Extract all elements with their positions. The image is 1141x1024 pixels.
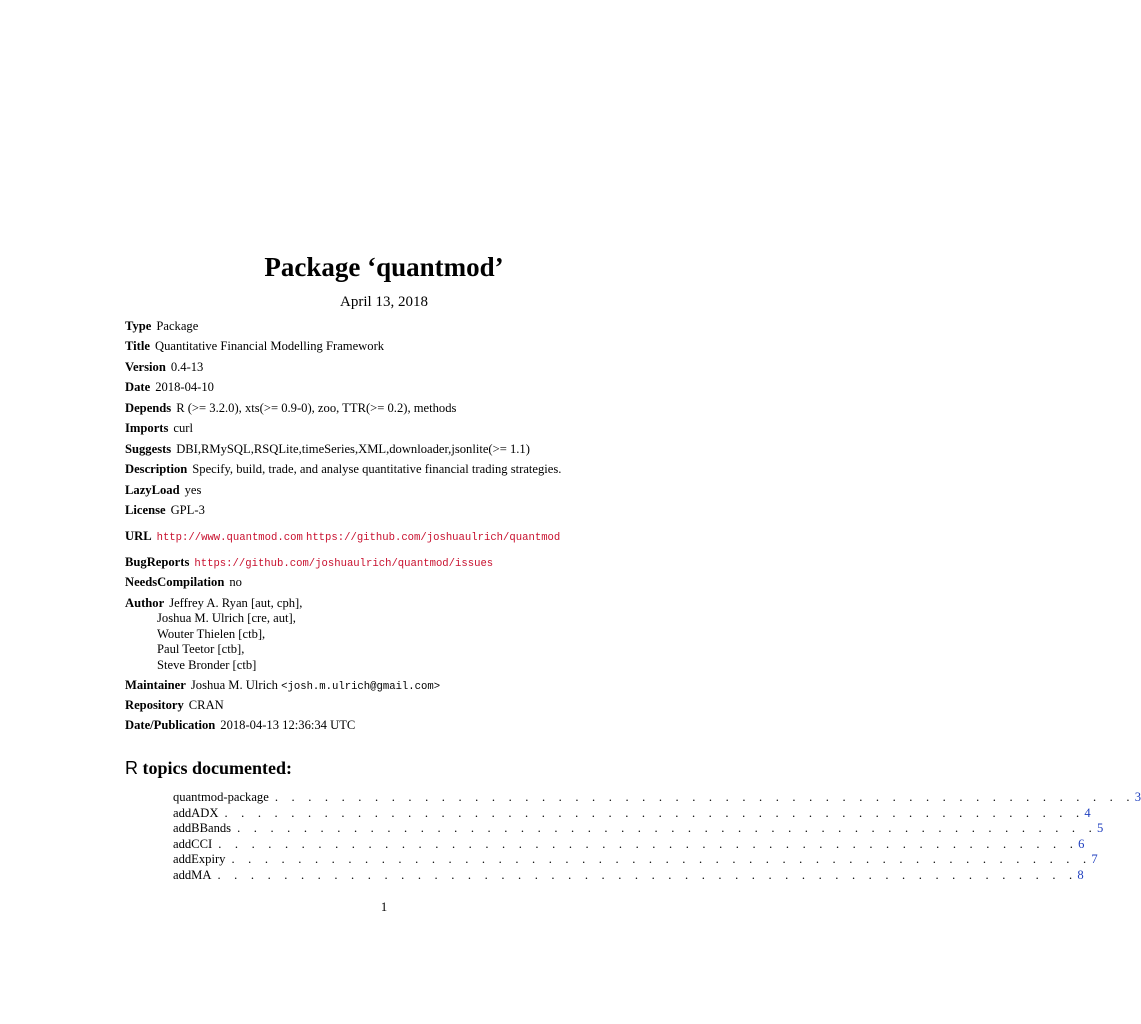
author-line: Jeffrey A. Ryan [aut, cph], xyxy=(169,596,303,610)
field-imports xyxy=(125,420,193,436)
field-label: NeedsCompilation xyxy=(125,575,225,589)
field-suggests xyxy=(125,441,530,457)
field-version xyxy=(125,359,203,375)
field-value: Quantitative Financial Modelling Framework xyxy=(154,339,385,353)
field-label: Type xyxy=(125,319,152,333)
author-line: Joshua M. Ulrich [cre, aut], xyxy=(157,611,296,625)
field-label: LazyLoad xyxy=(125,483,180,497)
field-label: Description xyxy=(125,462,188,476)
package-date: April 13, 2018 xyxy=(340,294,428,310)
toc-entry-addma[interactable] xyxy=(173,867,1084,884)
page-number: 1 xyxy=(380,900,388,914)
field-label: Imports xyxy=(125,421,169,435)
toc-list xyxy=(173,790,1141,884)
field-label: Date xyxy=(125,380,151,394)
toc-leader-dots: . . . . . . . . . . . . . . . . . . . . . . . . . . . . . . . . . . . . . . . . . . . . . . . . . . . . xyxy=(218,836,1079,851)
field-label: Version xyxy=(125,360,166,374)
toc-page-link[interactable]: 8 xyxy=(1077,867,1084,882)
field-label: Depends xyxy=(125,401,172,415)
field-publication xyxy=(125,717,355,733)
field-value: no xyxy=(229,575,242,589)
toc-leader-dots: . . . . . . . . . . . . . . . . . . . . . . . . . . . . . . . . . . . . . . . . . . . . . . . . . . . . xyxy=(237,821,1097,836)
toc-entry-name: addMA xyxy=(173,867,212,882)
field-depends xyxy=(125,400,456,416)
toc-entry-name: addCCI xyxy=(173,836,213,851)
field-type xyxy=(125,318,198,334)
field-license xyxy=(125,502,205,518)
field-value: 0.4-13 xyxy=(170,360,204,374)
toc-entry-name: addBBands xyxy=(173,821,232,836)
field-label: URL xyxy=(125,529,152,543)
field-value: 2018-04-10 xyxy=(155,380,214,394)
author-line: Steve Bronder [ctb] xyxy=(157,658,257,672)
field-needscompilation xyxy=(125,574,242,590)
field-author xyxy=(125,595,302,611)
field-url xyxy=(125,528,560,546)
field-date xyxy=(125,379,214,395)
toc-leader-dots: . . . . . . . . . . . . . . . . . . . . . . . . . . . . . . . . . . . . . . . . . . . . . . . . . . . . xyxy=(217,867,1078,882)
field-label: BugReports xyxy=(125,555,190,569)
field-value: Specify, build, trade, and analyse quantitative financial trading strategies. xyxy=(192,462,562,476)
toc-leader-dots: . . . . . . . . . . . . . . . . . . . . . . . . . . . . . . . . . . . . . . . . . . . . . . . . . . . . xyxy=(274,790,1135,804)
field-label: Author xyxy=(125,596,165,610)
toc-leader-dots: . . . . . . . . . . . . . . . . . . . . . . . . . . . . . . . . . . . . . . . . . . . . . . . . . . . . xyxy=(231,852,1092,867)
field-value: DBI,RMySQL,RSQLite,timeSeries,XML,downloader,jsonlite(>= 1.1) xyxy=(176,442,530,456)
field-value: 2018-04-13 12:36:34 UTC xyxy=(220,718,356,732)
field-title xyxy=(125,338,384,354)
bugreports-link[interactable]: https://github.com/joshuaulrich/quantmod/issues xyxy=(194,558,494,570)
url-link-github[interactable]: https://github.com/joshuaulrich/quantmod xyxy=(305,532,561,544)
field-label: License xyxy=(125,503,166,517)
toc-entry-addcci[interactable] xyxy=(173,836,1085,853)
toc-page-link[interactable]: 5 xyxy=(1096,821,1104,836)
url-link-quantmod[interactable]: http://www.quantmod.com xyxy=(156,532,303,544)
field-label: Suggests xyxy=(125,442,172,456)
field-value: Package xyxy=(156,319,199,333)
author-line: Paul Teetor [ctb], xyxy=(157,642,245,656)
toc-entry-name: quantmod-package xyxy=(173,790,269,804)
section-heading-text: topics documented: xyxy=(138,758,292,778)
field-maintainer xyxy=(125,677,440,695)
field-repository xyxy=(125,697,224,713)
package-title: Package ‘quantmod’ xyxy=(264,252,504,282)
field-label: Title xyxy=(125,339,150,353)
toc-leader-dots: . . . . . . . . . . . . . . . . . . . . . . . . . . . . . . . . . . . . . . . . . . . . . . . . . . . . xyxy=(224,805,1085,820)
field-value: curl xyxy=(173,421,193,435)
toc-page-link[interactable]: 4 xyxy=(1084,805,1091,820)
field-bugreports xyxy=(125,554,493,572)
field-value: GPL-3 xyxy=(170,503,205,517)
toc-entry-addexpiry[interactable] xyxy=(173,852,1098,868)
field-lazyload xyxy=(125,482,201,498)
author-line: Wouter Thielen [ctb], xyxy=(157,627,266,641)
field-value: yes xyxy=(184,483,202,497)
field-label: Date/Publication xyxy=(125,718,216,732)
toc-entry-quantmod-package[interactable] xyxy=(173,790,1141,806)
toc-page-link[interactable]: 3 xyxy=(1134,790,1141,804)
toc-entry-name: addExpiry xyxy=(173,852,226,867)
toc-entry-addbbands[interactable] xyxy=(173,821,1104,837)
field-label: Maintainer xyxy=(125,678,186,692)
maintainer-email: <josh.m.ulrich@gmail.com> xyxy=(281,681,441,693)
field-description xyxy=(125,461,561,477)
toc-page-link[interactable]: 6 xyxy=(1078,836,1085,851)
toc-entry-name: addADX xyxy=(173,805,219,820)
field-value: R (>= 3.2.0), xts(>= 0.9-0), zoo, TTR(>= 0.2), methods xyxy=(176,401,457,415)
field-value: CRAN xyxy=(188,698,224,712)
section-heading xyxy=(125,756,292,780)
toc-page-link[interactable]: 7 xyxy=(1091,852,1098,867)
field-label: Repository xyxy=(125,698,184,712)
maintainer-name: Joshua M. Ulrich xyxy=(190,678,278,692)
toc-entry-addadx[interactable] xyxy=(173,805,1091,822)
section-heading-r: R xyxy=(125,758,138,778)
